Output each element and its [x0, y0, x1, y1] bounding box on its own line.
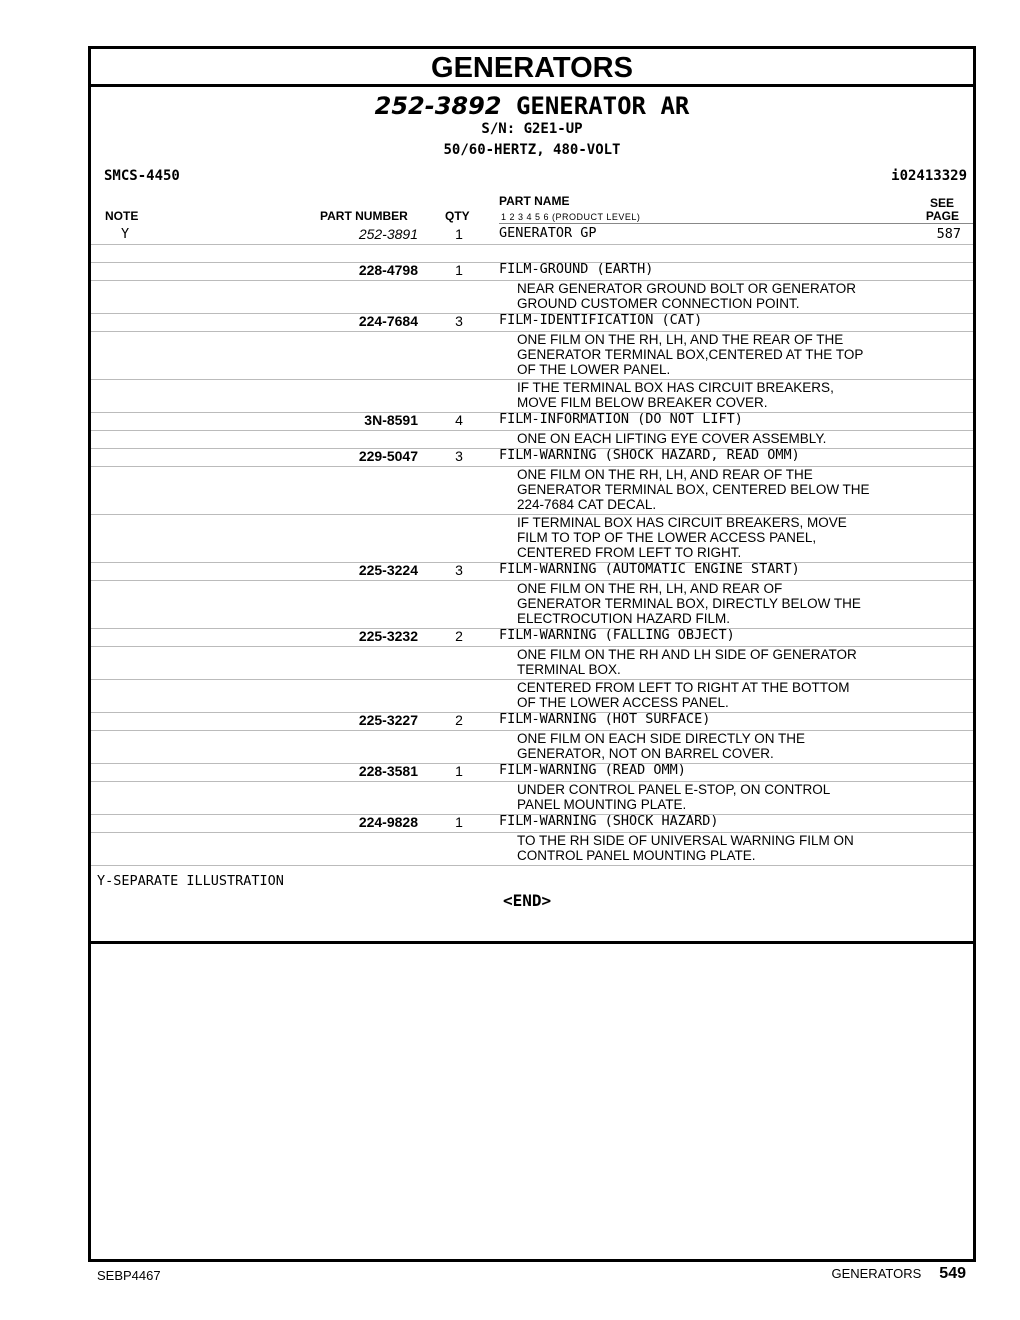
part-name: FILM-WARNING (READ OMM) [499, 762, 686, 778]
part-description: ONE ON EACH LIFTING EYE COVER ASSEMBLY. [517, 431, 827, 446]
section-title: GENERATORS [91, 49, 973, 87]
part-name: FILM-INFORMATION (DO NOT LIFT) [499, 411, 743, 427]
footnote: Y-SEPARATE ILLUSTRATION [97, 873, 284, 889]
part-number: 252-3891 [358, 226, 418, 242]
part-row [91, 562, 973, 580]
end-marker: <END> [503, 891, 552, 910]
part-number: 224-7684 [358, 313, 418, 329]
row-divider [91, 244, 973, 245]
part-description: ONE FILM ON THE RH, LH, AND THE REAR OF THE GENERATOR TERMINAL BOX,CENTERED AT THE TOP OF THE LOWER PANEL. [517, 332, 864, 377]
group-name: GENERATOR AR [515, 92, 690, 120]
part-qty: 3 [455, 562, 463, 578]
header-part-number: PART NUMBER [320, 209, 408, 223]
part-number: 224-9828 [358, 814, 418, 830]
part-row [91, 628, 973, 646]
part-qty: 3 [455, 313, 463, 329]
part-qty: 4 [455, 412, 463, 428]
part-description: TO THE RH SIDE OF UNIVERSAL WARNING FILM ON CONTROL PANEL MOUNTING PLATE. [517, 833, 854, 863]
part-description: ONE FILM ON THE RH, LH, AND REAR OF GENERATOR TERMINAL BOX, DIRECTLY BELOW THE ELECTROCUTION HAZARD FILM. [517, 581, 861, 626]
row-divider [91, 865, 973, 866]
header-part-name: PART NAME [499, 194, 570, 208]
group-title [91, 91, 973, 121]
part-row [91, 226, 973, 244]
footer-doc-number: SEBP4467 [97, 1268, 161, 1283]
part-description: ONE FILM ON THE RH AND LH SIDE OF GENERATOR TERMINAL BOX. [517, 647, 857, 677]
body-bottom-rule [91, 941, 973, 944]
part-name: FILM-WARNING (SHOCK HAZARD, READ OMM) [499, 447, 800, 463]
see-page: 587 [936, 226, 961, 242]
part-name: FILM-WARNING (AUTOMATIC ENGINE START) [499, 561, 800, 577]
part-name: FILM-IDENTIFICATION (CAT) [499, 312, 703, 328]
header-product-level: 1 2 3 4 5 6 (PRODUCT LEVEL) [501, 212, 641, 222]
page-number: 549 [939, 1265, 966, 1282]
part-qty: 2 [455, 712, 463, 728]
part-row [91, 412, 973, 430]
header-note: NOTE [105, 209, 139, 223]
part-description: CENTERED FROM LEFT TO RIGHT AT THE BOTTOM OF THE LOWER ACCESS PANEL. [517, 680, 850, 710]
part-number: 225-3227 [358, 712, 418, 728]
header-qty: QTY [445, 209, 470, 223]
part-number: 225-3232 [358, 628, 418, 644]
footer-right [831, 1265, 966, 1283]
part-qty: 3 [455, 448, 463, 464]
part-row [91, 262, 973, 280]
header-page: PAGE [925, 209, 959, 223]
footer-section: GENERATORS [831, 1266, 922, 1281]
part-qty: 1 [455, 226, 463, 242]
part-name: FILM-GROUND (EARTH) [499, 261, 654, 277]
illustration-id: i02413329 [891, 168, 967, 184]
part-qty: 2 [455, 628, 463, 644]
part-description: IF TERMINAL BOX HAS CIRCUIT BREAKERS, MOVE FILM TO TOP OF THE LOWER ACCESS PANEL, CENTERED FROM LEFT TO RIGHT. [517, 515, 847, 560]
part-name: FILM-WARNING (HOT SURFACE) [499, 711, 711, 727]
part-description: ONE FILM ON THE RH, LH, AND REAR OF THE GENERATOR TERMINAL BOX, CENTERED BELOW THE 224-7684 CAT DECAL. [517, 467, 870, 512]
part-name: FILM-WARNING (FALLING OBJECT) [499, 627, 735, 643]
part-row [91, 448, 973, 466]
part-number: 3N-8591 [364, 412, 418, 428]
part-description: UNDER CONTROL PANEL E-STOP, ON CONTROL PANEL MOUNTING PLATE. [517, 782, 831, 812]
header-divider [499, 223, 973, 224]
part-number: 229-5047 [358, 448, 418, 464]
part-name: FILM-WARNING (SHOCK HAZARD) [499, 813, 719, 829]
part-number: 228-4798 [358, 262, 418, 278]
part-row [91, 763, 973, 781]
part-number: 225-3224 [358, 562, 418, 578]
serial-range: S/N: G2E1-UP [481, 121, 583, 137]
part-row [91, 712, 973, 730]
group-number: 252-3892 [374, 92, 502, 120]
part-row [91, 814, 973, 832]
part-qty: 1 [455, 262, 463, 278]
part-number: 228-3581 [358, 763, 418, 779]
part-description: NEAR GENERATOR GROUND BOLT OR GENERATOR GROUND CUSTOMER CONNECTION POINT. [517, 281, 857, 311]
part-name: GENERATOR GP [499, 225, 597, 241]
part-description: ONE FILM ON EACH SIDE DIRECTLY ON THE GENERATOR, NOT ON BARREL COVER. [517, 731, 806, 761]
page-frame [88, 46, 976, 1262]
part-description: IF THE TERMINAL BOX HAS CIRCUIT BREAKERS, MOVE FILM BELOW BREAKER COVER. [517, 380, 834, 410]
part-note: Y [121, 226, 130, 242]
part-qty: 1 [455, 814, 463, 830]
group-spec: 50/60-HERTZ, 480-VOLT [443, 142, 621, 158]
part-row [91, 313, 973, 331]
smcs-code: SMCS-4450 [104, 168, 180, 184]
part-qty: 1 [455, 763, 463, 779]
header-see: SEE [929, 196, 954, 210]
